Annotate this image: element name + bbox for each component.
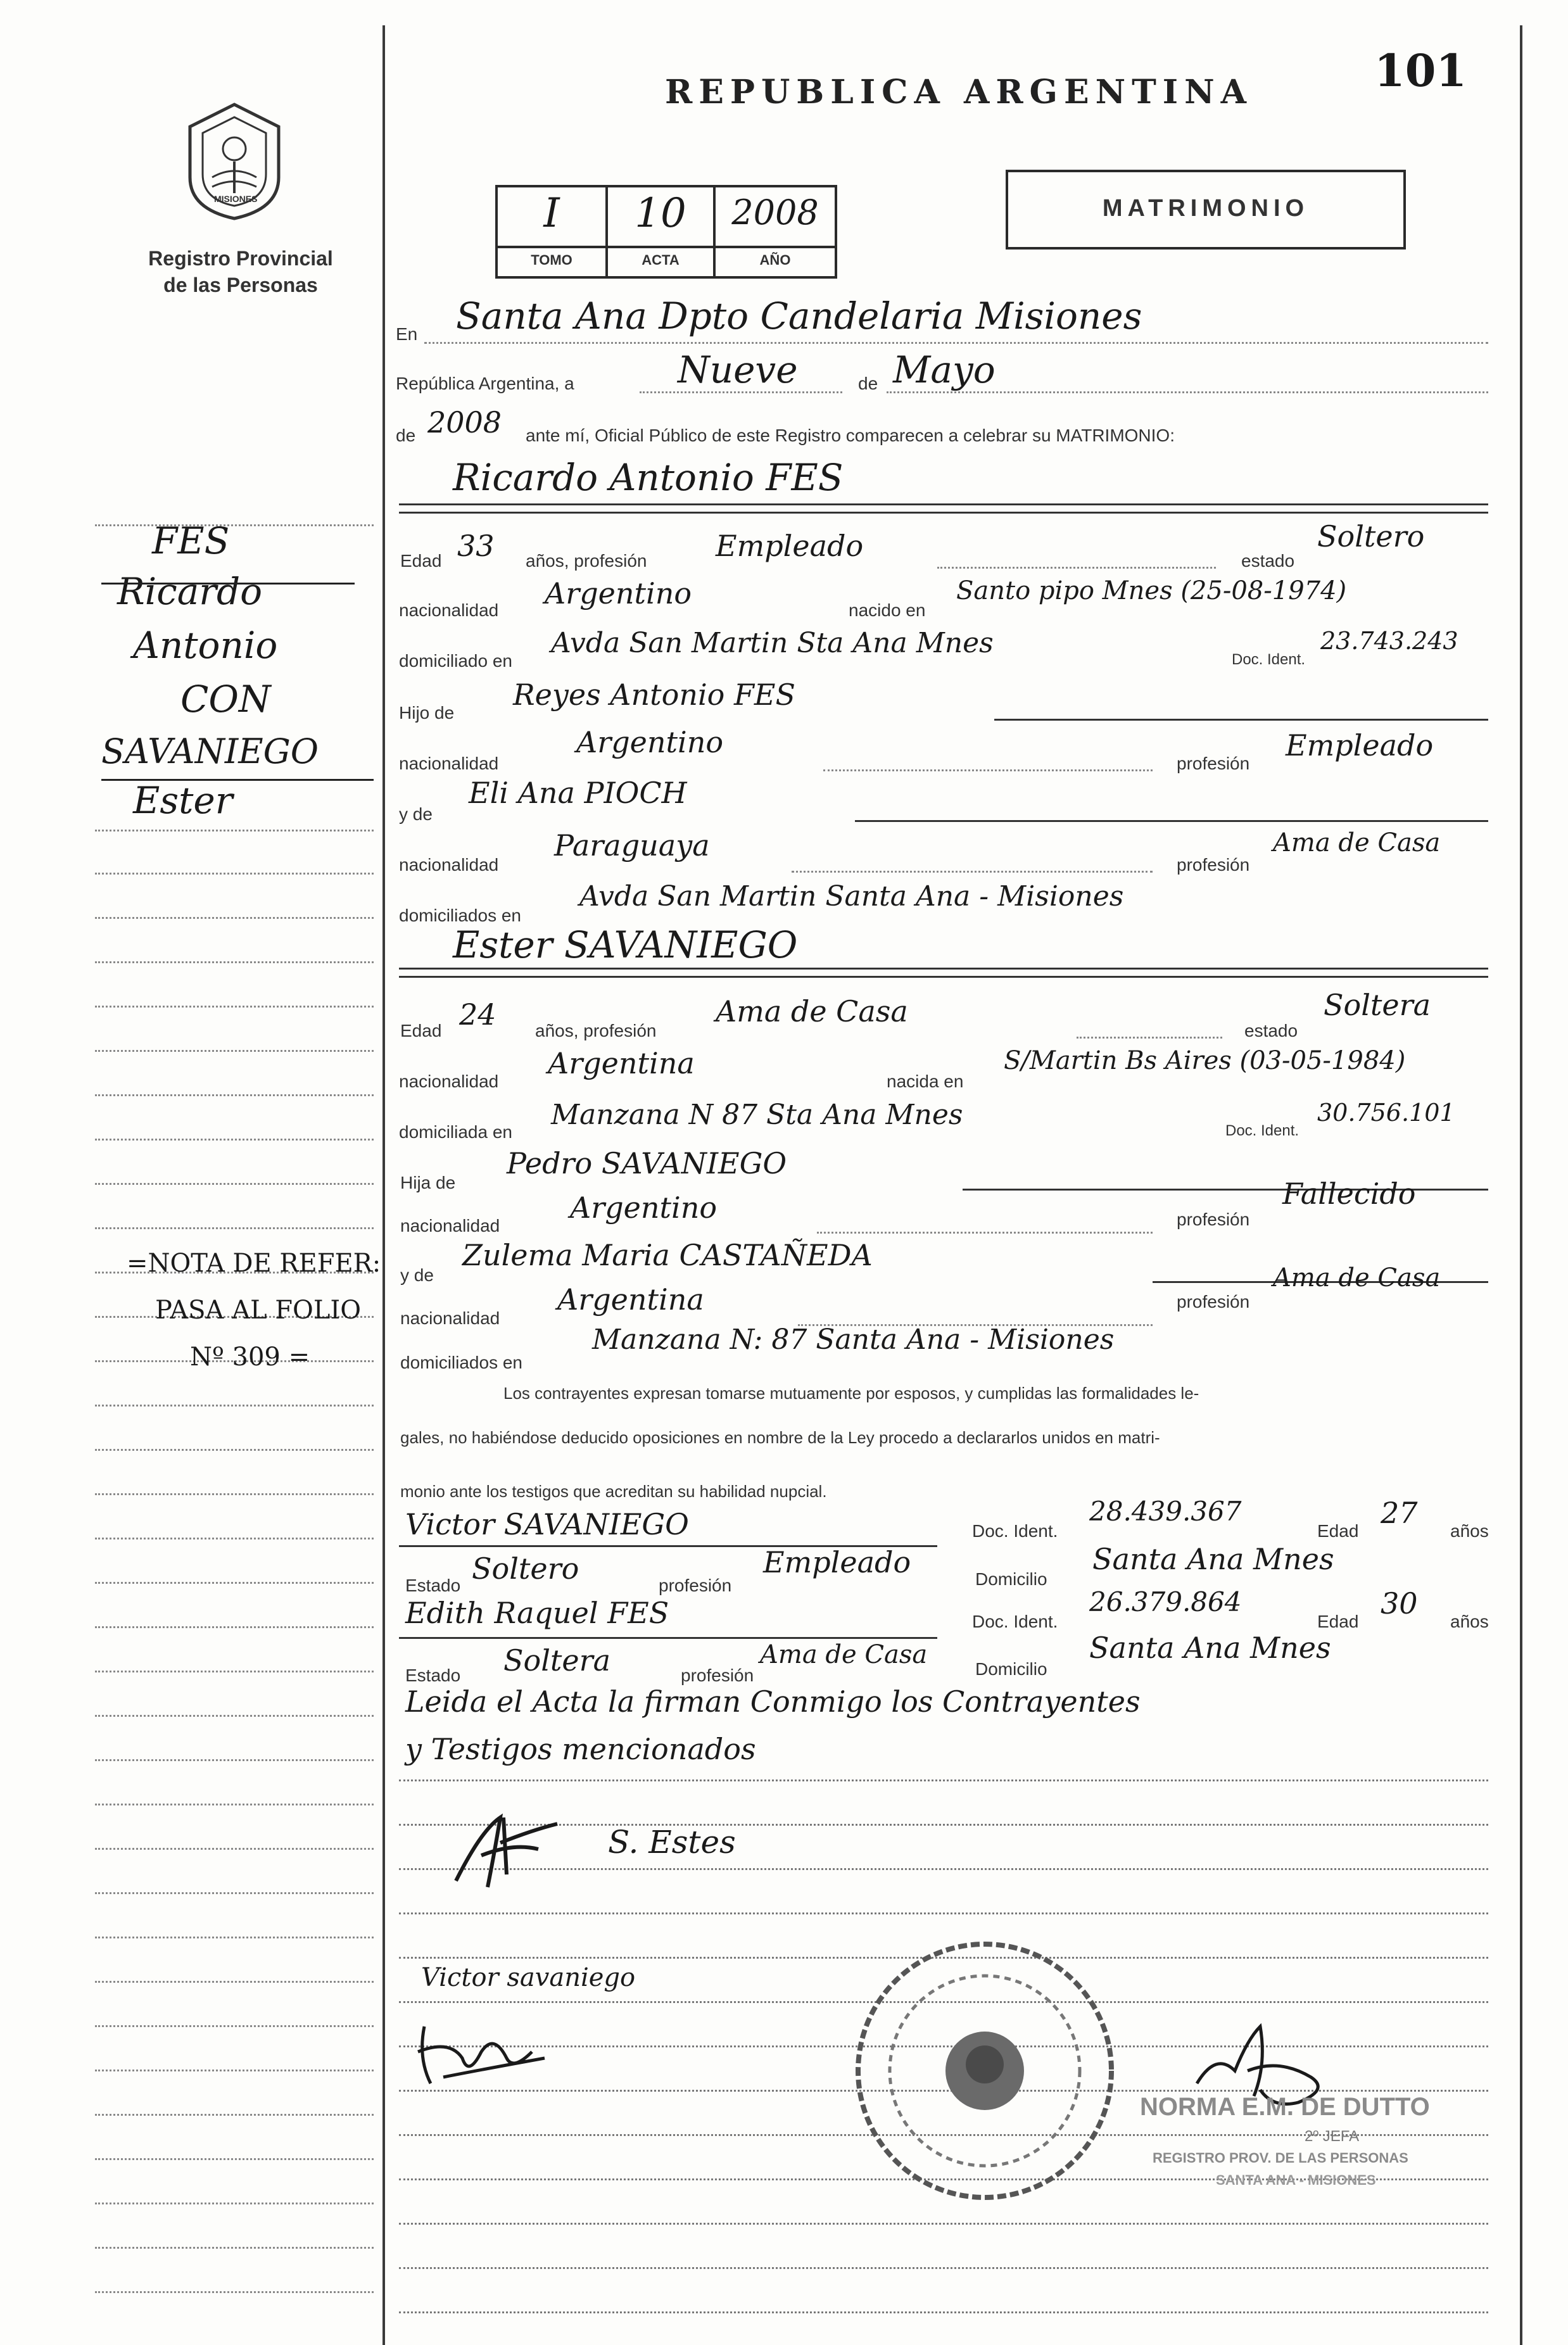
label-domicilio-w1: Domicilio <box>975 1569 1047 1589</box>
witness1-state: Soltero <box>472 1552 579 1586</box>
signature-witness1: Victor savaniego <box>421 1963 636 1992</box>
seal-text: MISIONES <box>214 194 258 204</box>
label-nac-mother: nacionalidad <box>399 855 499 875</box>
tomo-value: I <box>543 190 560 237</box>
label-prof-w1: profesión <box>659 1576 732 1595</box>
closing-line-2: y Testigos mencionados <box>405 1732 756 1766</box>
label-domicilio-w2: Domicilio <box>975 1659 1047 1679</box>
witness1-age: 27 <box>1381 1496 1418 1530</box>
anio-value: 2008 <box>731 193 819 232</box>
label-edad-w2: Edad <box>1317 1612 1359 1631</box>
label-estado-bride: estado <box>1244 1021 1298 1040</box>
label-edad-w1: Edad <box>1317 1521 1359 1541</box>
groom-mother: Eli Ana PIOCH <box>469 776 687 810</box>
groom-birthplace: Santo pipo Mnes (25-08-1974) <box>956 576 1347 605</box>
bride-mother-profession: Ama de Casa <box>1273 1263 1441 1293</box>
official-round-stamp <box>852 1938 1118 2204</box>
label-doc-groom: Doc. Ident. <box>1232 651 1306 668</box>
groom-name: Ricardo Antonio FES <box>453 456 844 499</box>
signature-groom <box>443 1805 570 1897</box>
bride-mother-nationality: Argentina <box>557 1282 704 1317</box>
label-nac-groom: nacionalidad <box>399 600 499 620</box>
label-nacido: nacido en <box>849 600 926 620</box>
groom-mother-profession: Ama de Casa <box>1273 828 1441 857</box>
label-anos-w1: años <box>1450 1521 1489 1541</box>
label-nac-bride-father: nacionalidad <box>400 1216 500 1236</box>
signature-witness2 <box>405 2014 557 2099</box>
witness1-profession: Empleado <box>763 1545 911 1579</box>
groom-father-profession: Empleado <box>1286 728 1434 762</box>
bride-name: Ester SAVANIEGO <box>453 923 798 966</box>
bride-nationality: Argentina <box>548 1046 695 1080</box>
label-nac-bride-mother: nacionalidad <box>400 1308 500 1328</box>
label-anos-w2: años <box>1450 1612 1489 1631</box>
bride-domicile: Manzana N 87 Sta Ana Mnes <box>551 1099 963 1131</box>
registry-name-line1: Registro Provincial <box>148 247 333 270</box>
vows-line-3: monio ante los testigos que acreditan su habilidad nupcial. <box>400 1482 827 1501</box>
label-ante: ante mí, Oficial Público de este Registro comparecen a celebrar su MATRIMONIO: <box>526 426 1175 445</box>
witness2-age: 30 <box>1381 1586 1418 1621</box>
margin-note-line1: =NOTA DE REFER: <box>127 1249 381 1278</box>
margin-conj: CON <box>180 678 271 721</box>
year: 2008 <box>427 405 502 439</box>
official-place: SANTA ANA - MISIONES <box>1216 2172 1376 2188</box>
label-domiciliados-bride: domiciliados en <box>400 1353 522 1372</box>
groom-parents-domicile: Avda San Martin Santa Ana - Misiones <box>579 880 1124 913</box>
vows-line-2: gales, no habiéndose deducido oposiciones en nombre de la Ley procedo a declararlos unidos en matri- <box>400 1428 1160 1447</box>
label-hija: Hija de <box>400 1173 456 1192</box>
witness2-profession: Ama de Casa <box>760 1640 928 1669</box>
acta-value: 10 <box>635 190 686 237</box>
label-estado-w1: Estado <box>405 1576 461 1595</box>
anio-label: AÑO <box>759 252 791 268</box>
label-dom-bride: domiciliada en <box>399 1122 512 1142</box>
label-estado-groom: estado <box>1241 551 1295 571</box>
official-name: NORMA E.M. DE DUTTO <box>1140 2093 1430 2121</box>
label-prof-father: profesión <box>1177 754 1250 773</box>
label-domiciliados-groom: domiciliados en <box>399 906 521 925</box>
margin-note-line2: PASA AL FOLIO <box>155 1296 361 1325</box>
page-number: 101 <box>1374 44 1467 97</box>
label-republica: República Argentina, a <box>396 374 574 393</box>
witness1-domicile: Santa Ana Mnes <box>1092 1542 1334 1576</box>
label-prof-bride-father: profesión <box>1177 1210 1250 1229</box>
groom-nationality: Argentino <box>545 576 692 610</box>
margin-surname-1: FES <box>152 519 230 562</box>
bride-father-profession: Fallecido <box>1282 1177 1416 1211</box>
bride-mother: Zulema Maria CASTAÑEDA <box>462 1238 873 1272</box>
bride-birthplace: S/Martin Bs Aires (03-05-1984) <box>1004 1046 1406 1075</box>
label-nac-bride: nacionalidad <box>399 1071 499 1091</box>
doc-type: MATRIMONIO <box>1102 195 1310 222</box>
groom-age: 33 <box>457 529 495 563</box>
bride-parents-domicile: Manzana N: 87 Santa Ana - Misiones <box>592 1324 1115 1356</box>
margin-note-line3: Nº 309 = <box>190 1343 310 1372</box>
groom-father-nationality: Argentino <box>576 725 724 759</box>
label-nacida: nacida en <box>887 1071 964 1091</box>
bride-state: Soltera <box>1324 988 1431 1022</box>
right-page-border <box>1520 25 1522 2345</box>
label-anos-prof-groom: años, profesión <box>526 551 647 571</box>
vows-line-1: Los contrayentes expresan tomarse mutuamente por esposos, y cumplidas las formalidades le- <box>503 1384 1199 1403</box>
margin-given-1a: Ricardo <box>117 570 263 613</box>
label-en: En <box>396 324 418 344</box>
record-id-box <box>495 185 837 279</box>
label-yde-bride: y de <box>400 1265 434 1285</box>
label-prof-mother: profesión <box>1177 855 1250 875</box>
label-edad-groom: Edad <box>400 551 442 571</box>
label-doc-w1: Doc. Ident. <box>972 1521 1058 1541</box>
margin-given-1b: Antonio <box>133 624 278 667</box>
label-anos-prof-bride: años, profesión <box>535 1021 657 1040</box>
label-hijo: Hijo de <box>399 703 455 723</box>
label-estado-w2: Estado <box>405 1666 461 1685</box>
acta-label: ACTA <box>642 252 680 268</box>
closing-line-1: Leida el Acta la firman Conmigo los Contrayentes <box>405 1684 1141 1719</box>
label-prof-w2: profesión <box>681 1666 754 1685</box>
left-column-border <box>383 25 385 2345</box>
place: Santa Ana Dpto Candelaria Misiones <box>456 294 1142 338</box>
registry-seal <box>184 101 285 222</box>
witness2-name: Edith Raquel FES <box>405 1596 669 1630</box>
margin-surname-2: SAVANIEGO <box>101 731 319 771</box>
registry-name-line2: de las Personas <box>163 274 318 296</box>
groom-domicile: Avda San Martin Sta Ana Mnes <box>551 627 994 659</box>
label-doc-bride: Doc. Ident. <box>1225 1122 1299 1139</box>
witness1-doc: 28.439.367 <box>1089 1496 1242 1527</box>
bride-father: Pedro SAVANIEGO <box>507 1146 787 1180</box>
witness2-domicile: Santa Ana Mnes <box>1089 1631 1331 1665</box>
label-prof-bride-mother: profesión <box>1177 1292 1250 1312</box>
day: Nueve <box>678 348 798 391</box>
month: Mayo <box>893 348 996 391</box>
groom-state: Soltero <box>1317 519 1425 553</box>
groom-mother-nationality: Paraguaya <box>554 828 710 863</box>
groom-father: Reyes Antonio FES <box>513 678 795 712</box>
official-title: 2º JEFA <box>1305 2128 1360 2145</box>
page-title: REPUBLICA ARGENTINA <box>665 73 1253 111</box>
doc-type-box <box>1006 170 1406 250</box>
groom-profession: Empleado <box>716 529 864 563</box>
label-yde-groom: y de <box>399 804 433 824</box>
bride-doc: 30.756.101 <box>1317 1099 1455 1127</box>
bride-age: 24 <box>459 997 496 1032</box>
witness1-name: Victor SAVANIEGO <box>405 1507 689 1541</box>
label-edad-bride: Edad <box>400 1021 442 1040</box>
tomo-label: TOMO <box>531 252 572 268</box>
label-de-year: de <box>396 426 416 445</box>
signature-bride: S. Estes <box>608 1824 736 1861</box>
label-nac-father: nacionalidad <box>399 754 499 773</box>
label-doc-w2: Doc. Ident. <box>972 1612 1058 1631</box>
bride-profession: Ama de Casa <box>716 994 908 1028</box>
groom-doc: 23.743.243 <box>1320 627 1458 655</box>
label-dom-groom: domiciliado en <box>399 651 512 671</box>
official-org: REGISTRO PROV. DE LAS PERSONAS <box>1153 2150 1408 2166</box>
witness2-state: Soltera <box>503 1643 611 1678</box>
witness2-doc: 26.379.864 <box>1089 1586 1242 1617</box>
label-de: de <box>858 374 878 393</box>
bride-father-nationality: Argentino <box>570 1191 718 1225</box>
margin-given-2: Ester <box>133 779 233 822</box>
